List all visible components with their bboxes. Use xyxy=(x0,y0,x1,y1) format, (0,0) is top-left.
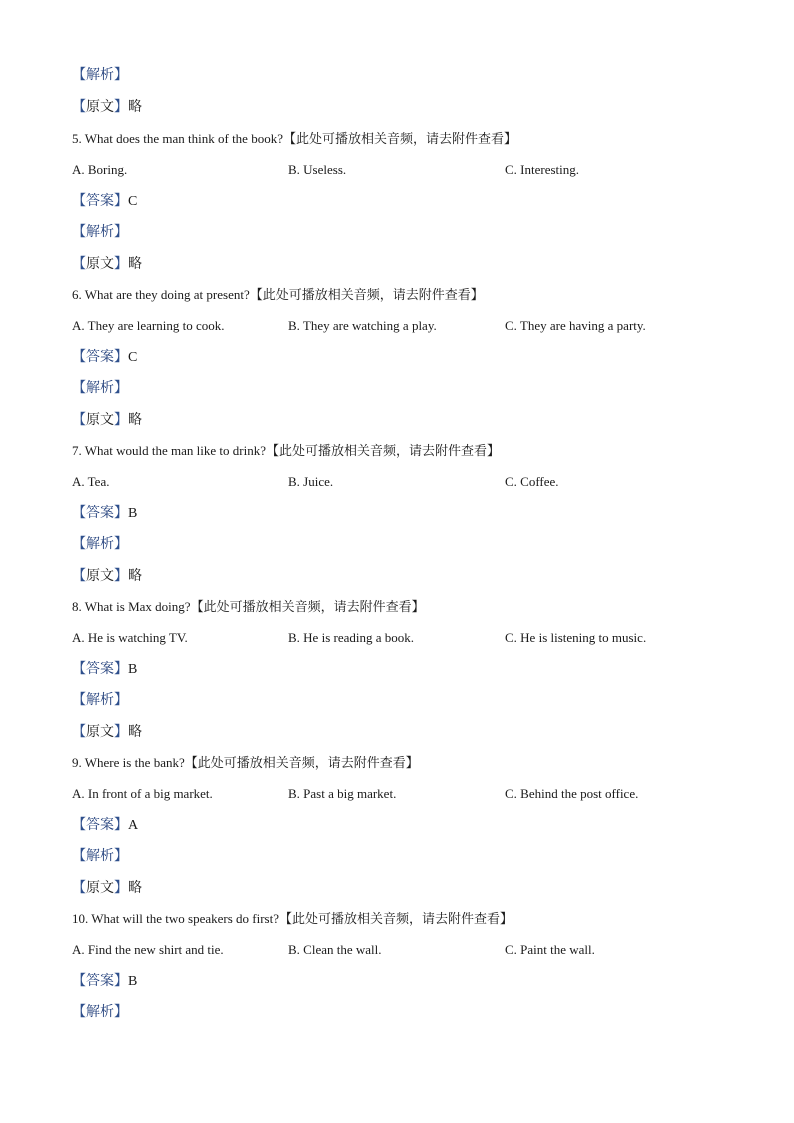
option-b: B. He is reading a book. xyxy=(288,630,415,645)
question-6: 6. What are they doing at present?【此处可播放相关音频，请去附件查看】 xyxy=(72,287,484,303)
option-a: A. In front of a big market. xyxy=(72,786,213,801)
option-a: A. He is watching TV. xyxy=(72,630,188,645)
option-a: A. Find the new shirt and tie. xyxy=(72,942,224,957)
answer-label: 【答案】C xyxy=(72,193,138,209)
original-label: 【原文】略 xyxy=(72,880,142,896)
original-label: 【原文】略 xyxy=(72,568,142,584)
analysis-label: 【解析】 xyxy=(72,67,128,83)
option-c: C. They are having a party. xyxy=(505,318,646,333)
answer-label: 【答案】B xyxy=(72,505,138,521)
option-c: C. Paint the wall. xyxy=(505,942,595,957)
original-label: 【原文】略 xyxy=(72,256,142,272)
option-c: C. He is listening to music. xyxy=(505,630,647,645)
question-8: 8. What is Max doing?【此处可播放相关音频，请去附件查看】 xyxy=(72,599,425,615)
option-b: B. They are watching a play. xyxy=(288,318,437,333)
analysis-label: 【解析】 xyxy=(72,536,128,552)
option-c: C. Interesting. xyxy=(505,162,580,177)
question-5: 5. What does the man think of the book?【此处可播放相关音频，请去附件查看】 xyxy=(72,131,517,147)
option-c: C. Behind the post office. xyxy=(505,786,639,801)
question-7: 7. What would the man like to drink?【此处可播放相关音频，请去附件查看】 xyxy=(72,443,501,459)
answer-label: 【答案】B xyxy=(72,661,138,677)
original-label: 【原文】略 xyxy=(72,412,142,428)
option-c: C. Coffee. xyxy=(505,474,559,489)
question-9: 9. Where is the bank?【此处可播放相关音频，请去附件查看】 xyxy=(72,755,419,771)
option-b: B. Past a big market. xyxy=(288,786,397,801)
answer-label: 【答案】C xyxy=(72,349,138,365)
analysis-label: 【解析】 xyxy=(72,848,128,864)
audio-note: 【此处可播放相关音频，请去附件查看】 xyxy=(279,912,514,927)
original-label: 【原文】略 xyxy=(72,724,142,740)
analysis-label: 【解析】 xyxy=(72,692,128,708)
analysis-label: 【解析】 xyxy=(72,380,128,396)
audio-note: 【此处可播放相关音频，请去附件查看】 xyxy=(266,444,501,459)
audio-note: 【此处可播放相关音频，请去附件查看】 xyxy=(190,600,425,615)
option-a: A. They are learning to cook. xyxy=(72,318,225,333)
audio-note: 【此处可播放相关音频，请去附件查看】 xyxy=(184,756,419,771)
audio-note: 【此处可播放相关音频，请去附件查看】 xyxy=(282,132,517,147)
analysis-label: 【解析】 xyxy=(72,1004,128,1020)
option-b: B. Clean the wall. xyxy=(288,942,382,957)
answer-label: 【答案】A xyxy=(72,817,139,833)
option-b: B. Juice. xyxy=(288,474,334,489)
option-a: A. Tea. xyxy=(72,474,110,489)
answer-label: 【答案】B xyxy=(72,973,138,989)
original-label: 【原文】略 xyxy=(72,99,142,115)
option-a: A. Boring. xyxy=(72,162,128,177)
audio-note: 【此处可播放相关音频，请去附件查看】 xyxy=(249,288,484,303)
option-b: B. Useless. xyxy=(288,162,347,177)
question-10: 10. What will the two speakers do first?【此处可播放相关音频，请去附件查看】 xyxy=(72,911,514,927)
analysis-label: 【解析】 xyxy=(72,224,128,240)
